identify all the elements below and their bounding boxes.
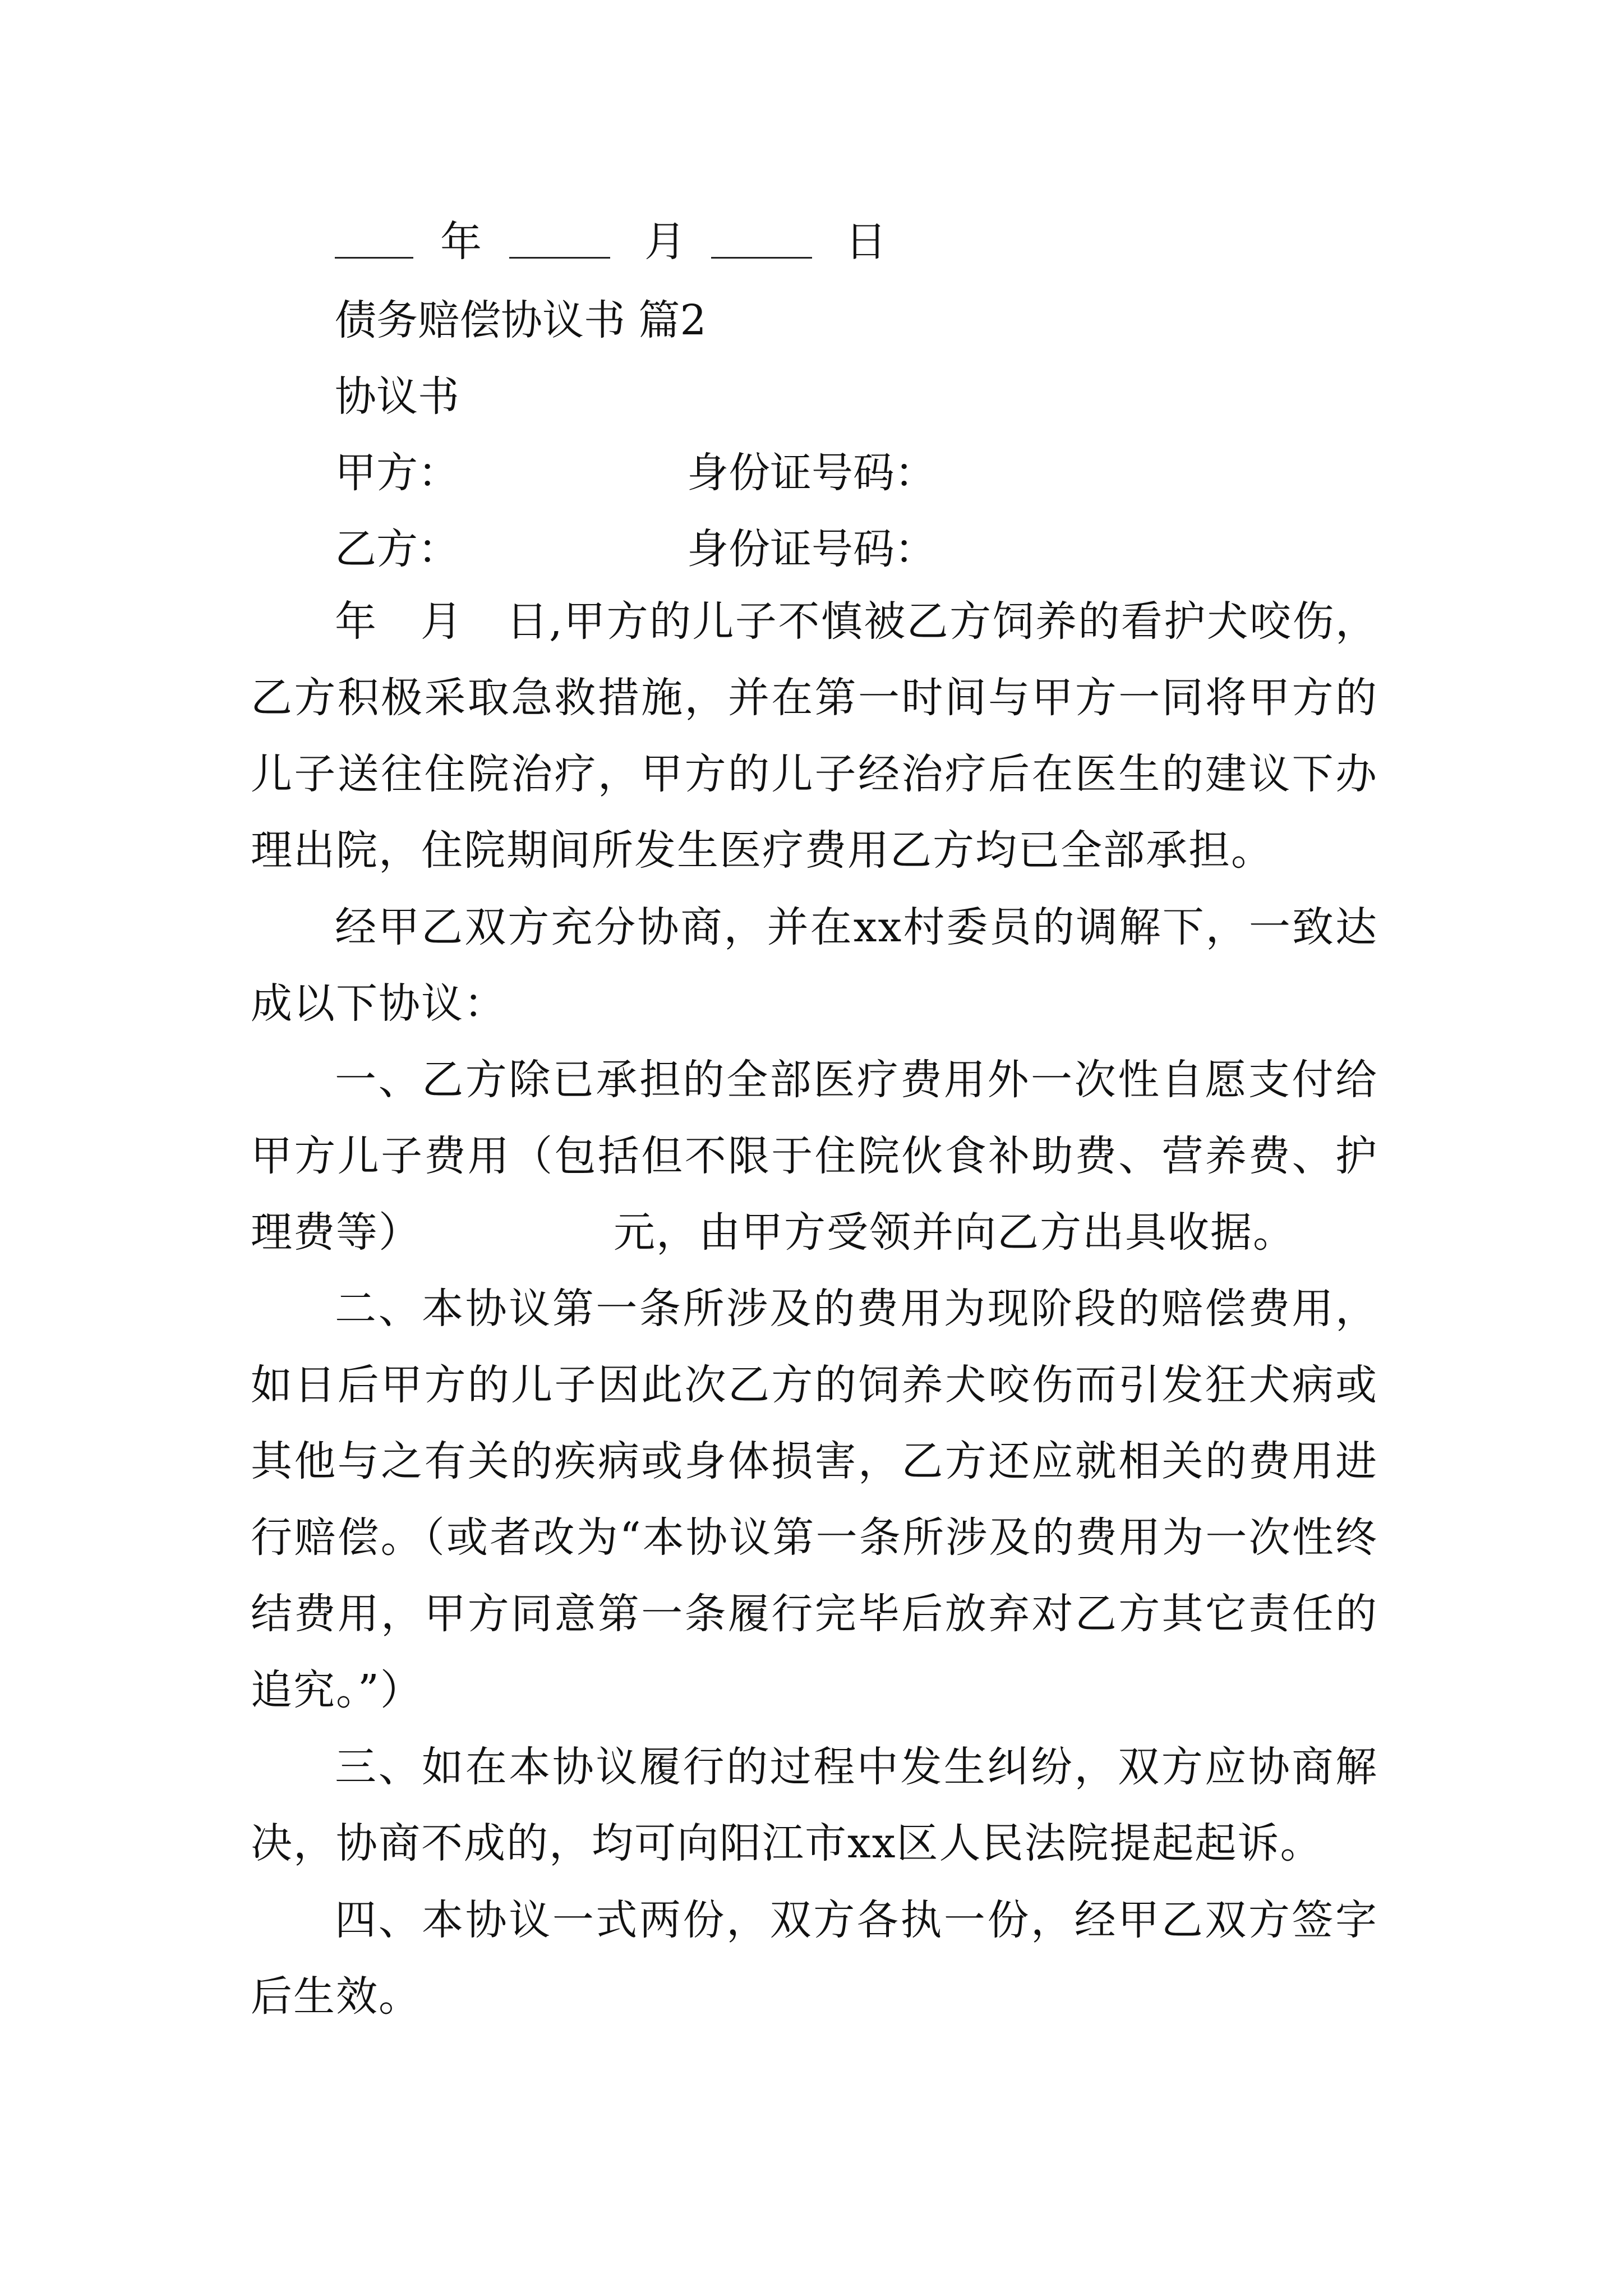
paragraph-clause-2: 二、本协议第一条所涉及的费用为现阶段的赔偿费用，如日后甲方的儿子因此次乙方的饲养犬咬伤而引发狂犬病或其他与之有关的疾病或身体损害，乙方还应就相关的费用进行赔偿。（或者改为“本协议第一条所涉及的费用为一次性终结费用，甲方同意第一条履行完毕后放弃对乙方其它责任的追究。”）: [251, 1285, 1378, 1714]
agreement-heading: 协议书: [335, 372, 459, 421]
month-blank: [509, 221, 610, 259]
year-label: 年: [440, 218, 482, 266]
month-label: 月: [644, 218, 686, 266]
year-blank: [335, 221, 413, 259]
day-blank: [711, 221, 812, 259]
paragraph-clause-1: 一、乙方除已承担的全部医疗费用外一次性自愿支付给甲方儿子费用（包括但不限于住院伙食补助费、营养费、护理费等） 元，由甲方受领并向乙方出具收据。: [251, 1056, 1378, 1257]
paragraph-clause-3: 三、如在本协议履行的过程中发生纠纷，双方应协商解决，协商不成的，均可向阳江市xx区人民法院提起起诉。: [251, 1743, 1378, 1867]
party-b-id-label: 身份证号码：: [687, 525, 936, 573]
day-label: 日: [845, 218, 887, 266]
document-title: 债务赔偿协议书 篇2: [335, 296, 707, 344]
paragraph-clause-4: 四、本协议一式两份，双方各执一份，经甲乙双方签字后生效。: [251, 1896, 1378, 2021]
party-a-id-label: 身份证号码：: [687, 449, 936, 497]
party-a-label: 甲方：: [335, 449, 459, 497]
party-b-label: 乙方：: [335, 525, 459, 573]
paragraph-negotiation: 经甲乙双方充分协商，并在xx村委员的调解下，一致达成以下协议：: [251, 903, 1378, 1028]
paragraph-incident: 年 月 日,甲方的儿子不慎被乙方饲养的看护犬咬伤，乙方积极采取急救措施，并在第一时间与甲方一同将甲方的儿子送往住院治疗，甲方的儿子经治疗后在医生的建议下办理出院，住院期间所发生医疗费用乙方均已全部承担。: [251, 597, 1378, 875]
